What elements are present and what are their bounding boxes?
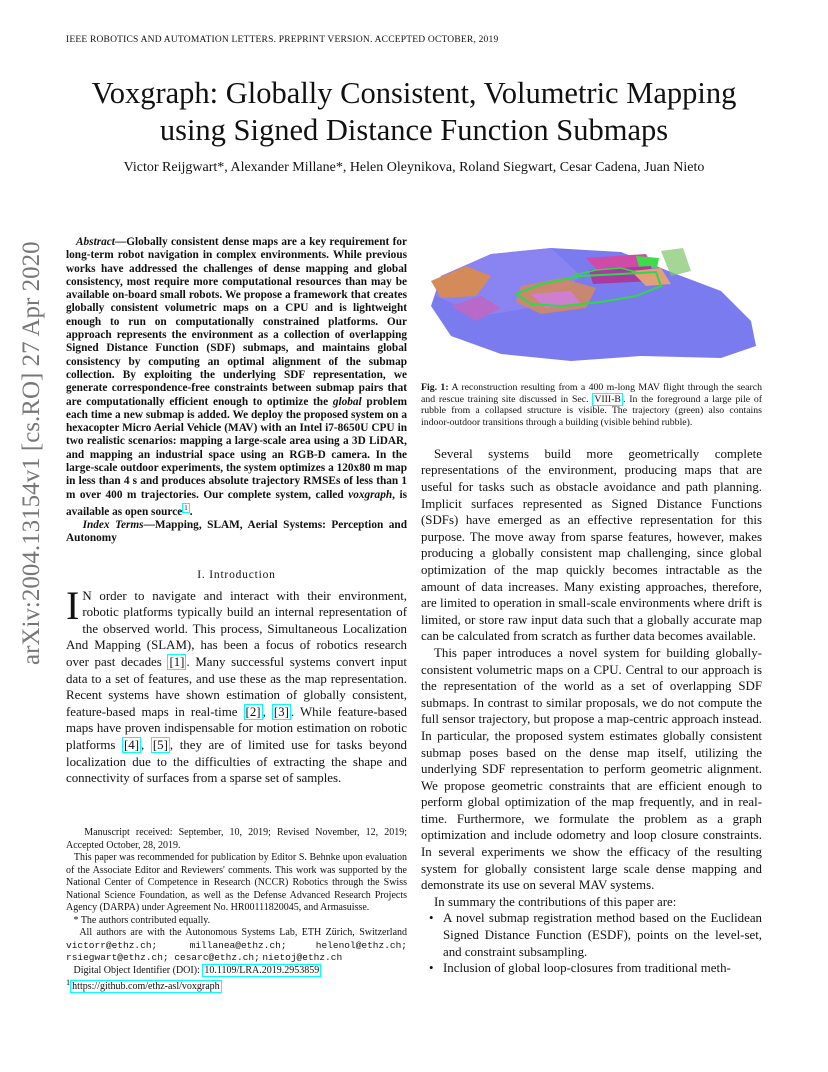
reconstruction-image (421, 236, 762, 376)
intro-text-4: . While feature-based maps have proven indispensable for motion estimation on robotic platforms (66, 704, 407, 752)
arxiv-stamp: arXiv:2004.13154v1 [cs.RO] 27 Apr 2020 (18, 241, 45, 665)
paragraph-approach: This paper introduces a novel system for building globally-consistent volumetric maps on a CPU. Central to our approach is the representation of the world as a set of overlapping SDF submaps. In contrast to similar proposals, we do not compute the full sensor trajectory, but propose a map-centric approach instead. In particular, the proposed system estimates globally consistent submap poses based on the dense map itself, utilizing the underlying SDF representation to perform geometric alignment. We propose geometric constraints that are efficient enough to perform global optimization of the map frequently, and in real-time. Furthermore, we formulate the problem as a graph optimization and include odometry and loop closure constraints. In several experiments we show the efficacy of the resulting system for globally consistent large scale dense mapping and demonstrate its use on several MAV systems. (421, 645, 762, 893)
contributions-list (421, 910, 762, 976)
dropcap: I (66, 582, 80, 628)
paper-title (40, 75, 788, 149)
building-roof-green (636, 256, 659, 268)
paragraph-sdf-motivation: Several systems build more geometrically complete representations of the environment, producing maps that are useful for tasks such as obstacle avoidance and path planning. Implicit surfaces represented as Signed Distance Functions (SDFs) have emerged as an effective representation for this purpose. The move away from sparse features, however, makes producing a globally consistent map challenging, since global optimization of the map quickly becomes intractable as the amount of data increases. Many existing approaches, therefore, are limited to operation in small-scale environments where drift is limited, or store raw input data such that a globally accurate map can be calculated from scratch as further data becomes available. (421, 446, 762, 644)
intro-text-6: , they are of limited use for tasks beyond localization due to the difficulties of extracting the shape and connectivity of surfaces from a sparse set of samples. (66, 737, 407, 786)
caption-text-a: A reconstruction resulting from a 400 m-long MAV flight through the search and rescue training site discussed in Sec. (421, 382, 762, 405)
contribution-item: • Inclusion of global loop-closures from traditional meth- (437, 960, 762, 977)
right-body (421, 446, 762, 977)
emails-line-3: nietoj@ethz.ch (262, 952, 343, 963)
caption-text-b: . In the foreground a large pile of rubble from a collapsed structure is visible. The trajectory (green) also contains indoor-outdoor transitions through a building (visible behind rubble). (421, 393, 762, 429)
footnote-recommended-text: This paper was recommended for publication by Editor S. Behnke upon evaluation of the Associate Editor and Reviewers' comments. This work was supported by the National Center of Competence in Research (NCCR) Robotics through the Swiss National Science Foundation, as well as the Defense Advanced Research Projects Agency (DARPA) under Agreement No. HR00111820045, and Armasuisse. (66, 852, 408, 913)
footnote-recommended (66, 852, 407, 915)
citation-link[interactable]: [1] (169, 654, 185, 669)
footnotes (66, 827, 407, 994)
figure-1-caption (421, 382, 762, 429)
footnote-received (66, 827, 407, 852)
abstract-global-word: global (332, 395, 362, 408)
abstract-voxgraph-word: voxgraph (348, 488, 393, 501)
index-terms (66, 519, 407, 546)
emails-line-1: victorr@ethz.ch; millanea@ethz.ch; (66, 939, 287, 951)
index-terms-text: —Mapping, SLAM, Aerial Systems: Perception and Autonomy (66, 519, 407, 545)
title-line-2: using Signed Distance Function Submaps (159, 113, 669, 147)
section-ref-link[interactable]: VIII-B (594, 393, 621, 405)
author-list: Victor Reijgwart*, Alexander Millane*, Helen Oleynikova, Roland Siegwart, Cesar Cadena, Juan Nieto (123, 160, 705, 175)
introduction-paragraph (66, 582, 407, 787)
paragraph-contributions-intro: In summary the contributions of this paper are: (434, 894, 677, 909)
doi-link[interactable]: 10.1109/LRA.2019.2953859 (204, 964, 320, 976)
contribution-item: • A novel submap registration method based on the Euclidean Signed Distance Function (ESDF), points on the level-set, and constraint subsampling. (437, 910, 762, 960)
github-link[interactable]: https://github.com/ethz-asl/voxgraph (72, 981, 220, 993)
citation-link[interactable]: [5] (152, 737, 168, 752)
intro-text-2: . Many successful systems convert input data to a set of features, and use these as the map representation. Recent systems have shown estimation of globally consistent, feature-based maps in real-time (66, 654, 407, 719)
intro-text-1: N order to navigate and interact with their environment, robotic platforms typically build an internal representation of the observed world. This process, Simultaneous Localization And Mapping (SLAM), has been a focus of robotics research over past decades (66, 588, 407, 669)
abstract-end: . (189, 505, 193, 518)
footnote-1-mark: 1 (66, 978, 71, 987)
citation-link[interactable]: [3] (273, 704, 289, 719)
running-header: IEEE ROBOTICS AND AUTOMATION LETTERS. PREPRINT VERSION. ACCEPTED OCTOBER, 2019 (66, 35, 499, 45)
section-heading-introduction: I. Introduction (197, 568, 276, 581)
footnote-equal-text: * The authors contributed equally. (73, 914, 211, 926)
intro-text-3: , (262, 704, 272, 719)
abstract-label: Abstract (75, 236, 115, 248)
footnote-1 (66, 977, 407, 994)
abstract (66, 236, 407, 519)
abstract-part1: —Globally consistent dense maps are a key requirement for long-term robot navigation in complex environments. While previous works have addressed the challenges of dense mapping and global consistency, most require more computational resources than may be available on-board small robots. We propose a framework that creates globally consistent volumetric maps on a CPU and is lightweight enough to run on computationally constrained platforms. Our approach represents the environment as a collection of overlapping Signed Distance Function (SDF) submaps, and maintains global consistency by computing an optimal alignment of the submap collection. By exploiting the underlying SDF representation, we generate correspondence-free constraints between submap pairs that are computationally efficient enough to optimize the (66, 236, 407, 408)
right-column (421, 236, 762, 977)
footnote-doi (66, 965, 407, 978)
intro-text-5: , (141, 737, 151, 752)
footnote-link-1[interactable]: 1 (184, 503, 188, 512)
emails-line-2: helenol@ethz.ch; rsiegwart@ethz.ch; cesarc@ethz.ch; (66, 939, 407, 963)
left-column (66, 236, 407, 787)
citation-link[interactable]: [2] (245, 704, 261, 719)
citation-link[interactable]: [4] (124, 737, 140, 752)
figure-1-reconstruction (421, 236, 762, 376)
footnote-equal (66, 915, 407, 928)
abstract-part2: problem each time a new submap is added. We deploy the proposed system on a hexacopter Micro Aerial Vehicle (MAV) with an Intel i7-8650U CPU in two realistic scenarios: mapping a large-scale area using a 3D LiDAR, and mapping an industrial space using an RGB-D camera. In the large-scale outdoor experiments, the system optimizes a 120x80 m map in less than 4 s and produces absolute trajectory RMSEs of less than 1 m over 400 m trajectories. Our complete system, called (66, 395, 407, 501)
index-terms-label: Index Terms (82, 519, 144, 531)
title-line-1: Voxgraph: Globally Consistent, Volumetric Mapping (91, 76, 737, 110)
figure-label: Fig. 1: (421, 382, 449, 393)
affiliation-text: All authors are with the Autonomous Systems Lab, ETH Zürich, Switzerland (79, 927, 408, 938)
footnote-received-text: Manuscript received: September, 10, 2019; Revised November, 12, 2019; Accepted October, 28, 2019. (66, 827, 407, 851)
footnote-affiliation (66, 927, 407, 965)
abstract-part3: , is available as open source (66, 488, 407, 518)
doi-label: Digital Object Identifier (DOI): (73, 964, 203, 976)
